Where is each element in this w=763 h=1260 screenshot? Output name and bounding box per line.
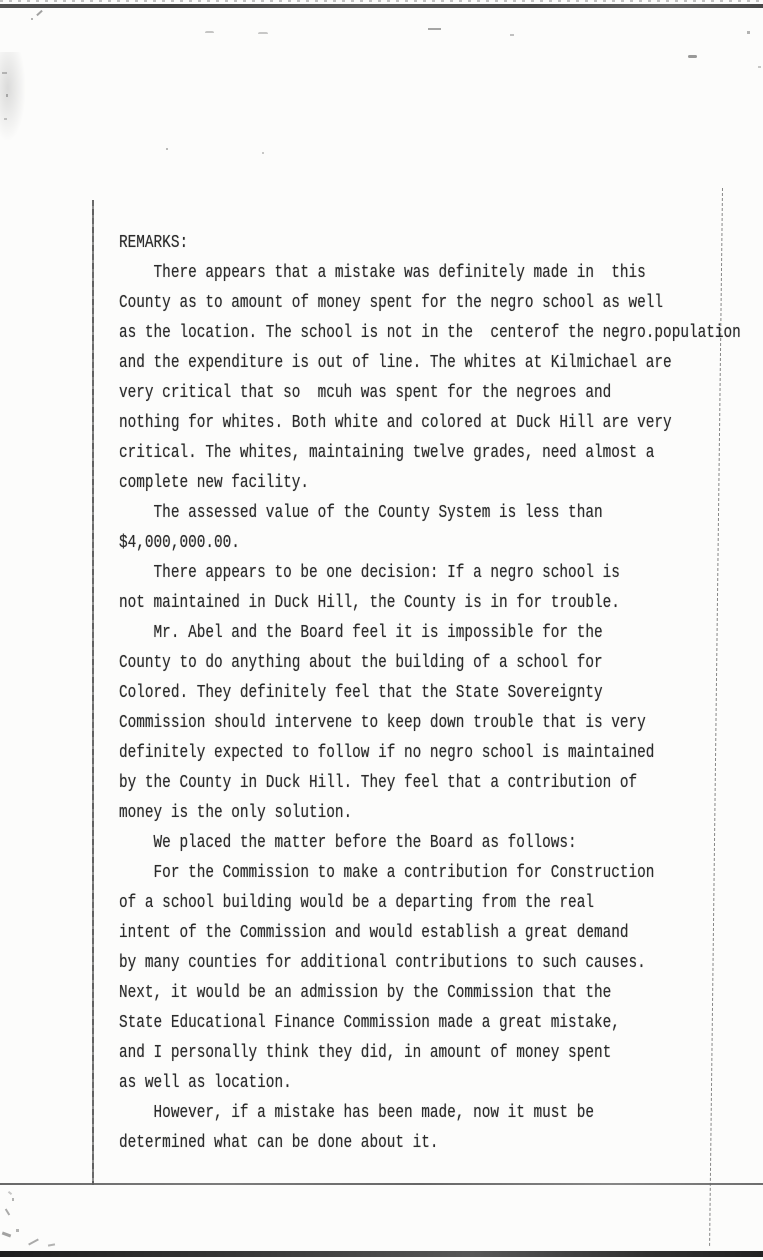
text-line: There appears to be one decision: If a negro school is (119, 562, 620, 584)
scan-speck (428, 28, 441, 30)
scan-top-edge-dots (0, 0, 763, 2)
text-line: by the County in Duck Hill. They feel that a contribution of (119, 772, 638, 794)
scan-speck (5, 1209, 10, 1216)
scan-speck (8, 1191, 12, 1195)
text-line: and I personally think they did, in amount of money spent (119, 1042, 612, 1064)
text-line: However, if a mistake has been made, now it must be (119, 1102, 594, 1124)
text-line: not maintained in Duck Hill, the County is in for trouble. (119, 592, 620, 614)
remarks-heading: REMARKS: (119, 232, 189, 254)
scan-speck (688, 55, 697, 58)
text-line: definitely expected to follow if no negro school is maintained (119, 742, 655, 764)
scan-speck (262, 152, 264, 154)
text-line: Mr. Abel and the Board feel it is impossible for the (119, 622, 603, 644)
text-line: For the Commission to make a contribution for Construction (119, 862, 655, 884)
text-line: Next, it would be an admission by the Commission that the (119, 982, 612, 1004)
scan-left-rule (92, 200, 94, 1185)
scan-bottom-rule (0, 1183, 763, 1185)
scan-speck (166, 148, 168, 150)
text-line: State Educational Finance Commission made a great mistake, (119, 1012, 620, 1034)
scan-speck (36, 10, 43, 16)
text-line: and the expenditure is out of line. The whites at Kilmichael are (119, 352, 672, 374)
scan-top-rule (0, 4, 763, 8)
text-line: as the location. The school is not in the centerof the negro.population (119, 322, 741, 344)
scan-speck (28, 1239, 39, 1246)
text-line: Commission should intervene to keep down trouble that is very (119, 712, 646, 734)
text-line: County as to amount of money spent for the negro school as well (119, 292, 664, 314)
scan-speck (747, 31, 750, 34)
scan-bottom-edge-rule (0, 1251, 763, 1257)
scan-speck (12, 1198, 14, 1201)
text-line: as well as location. (119, 1072, 292, 1094)
scan-speck (2, 1232, 11, 1238)
text-line: intent of the Commission and would establish a great demand (119, 922, 629, 944)
text-line: Colored. They definitely feel that the State Sovereignty (119, 682, 603, 704)
scan-speck (31, 18, 33, 20)
scan-speck (205, 31, 214, 33)
document-text (119, 228, 763, 1158)
scan-speck (48, 1243, 55, 1246)
scan-speck (4, 118, 7, 120)
text-line: nothing for whites. Both white and colored at Duck Hill are very (119, 412, 672, 434)
text-line: very critical that so mcuh was spent for the negroes and (119, 382, 612, 404)
text-line: $4,000,000.00. (119, 532, 240, 554)
scan-blotch (0, 52, 26, 142)
text-line: There appears that a mistake was definitely made in this (119, 262, 646, 284)
text-line: critical. The whites, maintaining twelve grades, need almost a (119, 442, 655, 464)
text-line: We placed the matter before the Board as follows: (119, 832, 577, 854)
text-line: by many counties for additional contributions to such causes. (119, 952, 646, 974)
text-line: money is the only solution. (119, 802, 353, 824)
scan-speck (6, 94, 8, 97)
text-line: complete new facility. (119, 472, 309, 494)
scan-speck (16, 1229, 19, 1232)
text-line: determined what can be done about it. (119, 1132, 439, 1154)
scan-speck (2, 72, 7, 74)
text-line: The assessed value of the County System is less than (119, 502, 603, 524)
scan-speck (258, 32, 268, 34)
text-line: of a school building would be a departing from the real (119, 892, 594, 914)
scan-speck (510, 34, 514, 36)
scan-speck (758, 66, 761, 68)
text-line: County to do anything about the building of a school for (119, 652, 603, 674)
